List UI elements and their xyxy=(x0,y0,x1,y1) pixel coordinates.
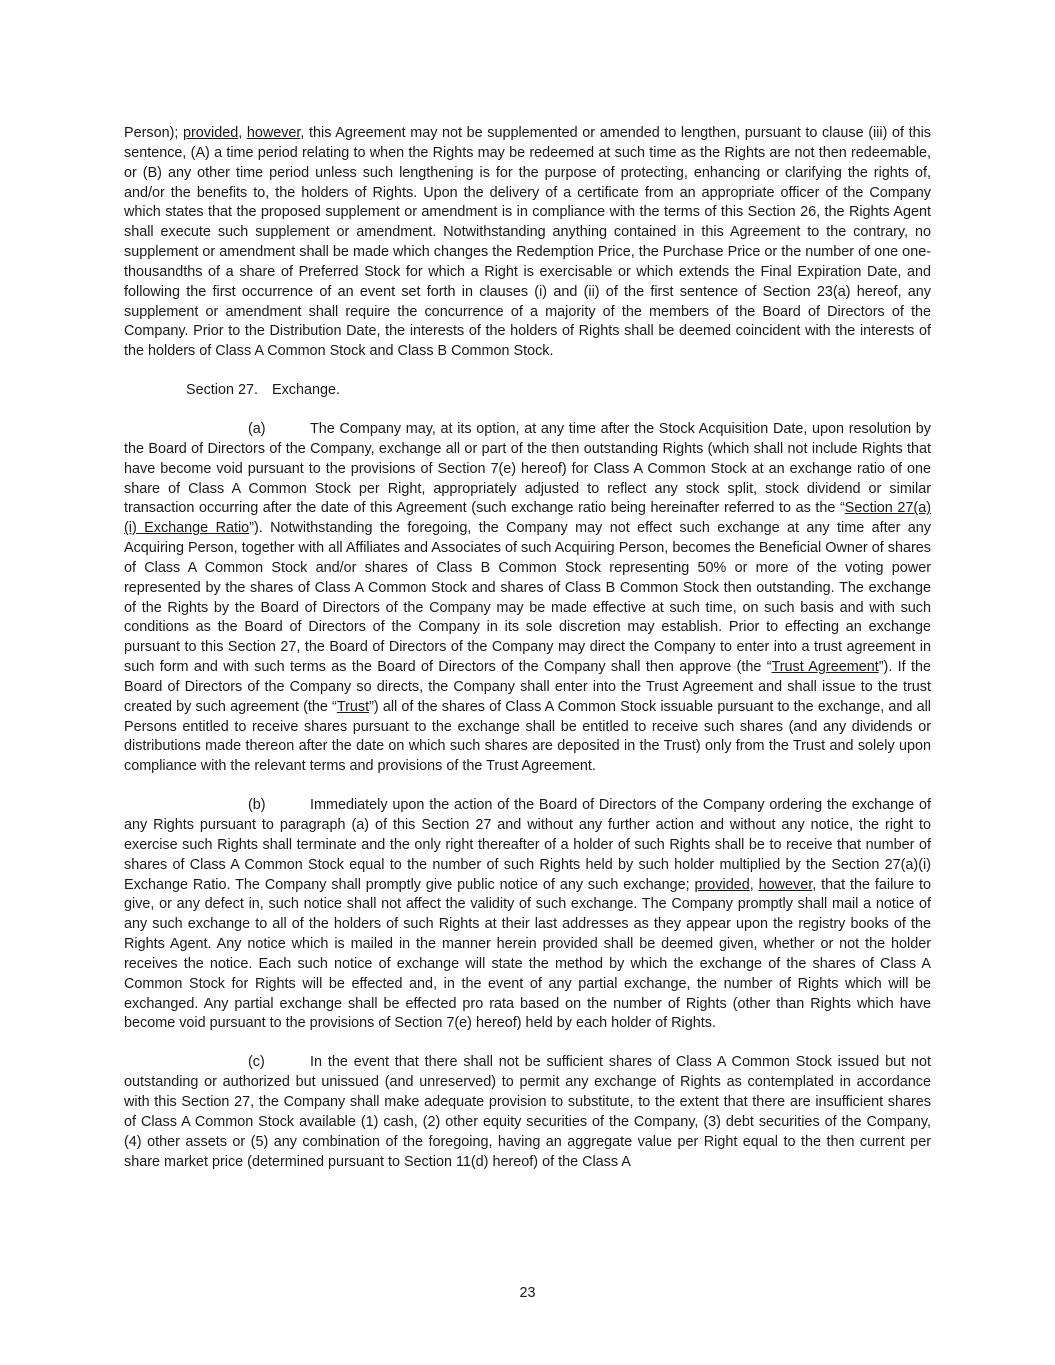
paragraph-a xyxy=(124,420,931,777)
defined-term-trust-agreement: Trust Agreement xyxy=(771,659,879,676)
paragraph-label: (a) xyxy=(248,420,266,437)
section-number: Section 27. xyxy=(186,382,259,399)
paragraph-c xyxy=(124,1053,931,1172)
paragraph-text: Immediately upon the action of the Board of Directors of the Company ordering the exchange of any Rights pursuant to paragraph (a) of this Section 27 and without any further action and without any notice, the right to exercise such Rights shall terminate and the only right thereafter of a holder of such Rights shall be to receive that number of shares of Class A Common Stock equal to the number of such Rights held by such holder multiplied by the Section 27(a)(i) Exchange Ratio. The Company shall promptly give public notice of any such exchange; xyxy=(124,797,931,893)
paragraph-text: , xyxy=(749,876,759,893)
paragraph-text: , xyxy=(238,125,247,141)
defined-term-provided: provided xyxy=(183,125,239,141)
page-number: 23 xyxy=(519,1285,536,1301)
section-heading xyxy=(124,381,931,401)
defined-term-trust: Trust xyxy=(336,698,370,715)
continued-paragraph xyxy=(124,124,931,362)
paragraph-text: ”). Notwithstanding the foregoing, the Company may not effect such exchange at any time after any Acquiring Person, together with all Affiliates and Associates of such Acquiring Person, becomes the Beneficial Owner of shares of Class A Common Stock and/or shares of Class B Common Stock representing 50% or more of the voting power represented by the shares of Class A Common Stock and shares of Class B Common Stock then outstanding. The exchange of the Rights by the Board of Directors of the Company may be made effective at such time, on such basis and with such conditions as the Board of Directors of the Company in its sole discretion may establish. Prior to effecting an exchange pursuant to this Section 27, the Board of Directors of the Company may direct the Company to enter into a trust agreement in such form and with such terms as the Board of Directors of the Company shall then approve (the “ xyxy=(124,520,931,676)
section-title: Exchange. xyxy=(272,382,341,399)
document-body xyxy=(124,124,931,1172)
defined-term-exchange-ratio: Section 27(a)(i) Exchange Ratio xyxy=(124,500,932,537)
defined-term-provided: provided xyxy=(694,876,750,893)
paragraph-text: , that the failure to give, or any defect in, such notice shall not affect the validity of such exchange. The Company promptly shall mail a notice of any such exchange to all of the holders of such Rights at their last addresses as they appear upon the registry books of the Rights Agent. Any notice which is mailed in the manner herein provided shall be deemed given, whether or not the holder receives the notice. Each such notice of exchange will state the method by which the exchange of the shares of Class A Common Stock for Rights will be effected and, in the event of any partial exchange, the number of Rights which will be exchanged. Any partial exchange shall be effected pro rata based on the number of Rights (other than Rights which have become void pursuant to the provisions of Section 7(e) hereof) held by each holder of Rights. xyxy=(124,876,931,1032)
paragraph-text: ”) all of the shares of Class A Common Stock issuable pursuant to the exchange, and all Persons entitled to receive shares pursuant to the exchange shall be entitled to receive such shares (and any dividends or distributions made thereon after the date on which such shares are deposited in the Trust) only from the Trust and solely upon compliance with the relevant terms and provisions of the Trust Agreement. xyxy=(124,698,931,775)
defined-term-however: however xyxy=(246,125,301,141)
paragraph-text: , this Agreement may not be supplemented or amended to lengthen, pursuant to clause (iii) of this sentence, (A) a time period relating to when the Rights may be redeemed at such time as the Rights are not then redeemable, or (B) any other time period unless such lengthening is for the purpose of protecting, enhancing or clarifying the rights of, and/or the benefits to, the holders of Rights. Upon the delivery of a certificate from an appropriate officer of the Company which states that the proposed supplement or amendment is in compliance with the terms of this Section 26, the Rights Agent shall execute such supplement or amendment. Notwithstanding anything contained in this Agreement to the contrary, no supplement or amendment shall be made which changes the Redemption Price, the Purchase Price or the number of one one-thousandths of a share of Preferred Stock for which a Right is exercisable or which extends the Final Expiration Date, and following the first occurrence of an event set forth in clauses (i) and (ii) of the first sentence of Section 23(a) hereof, any supplement or amendment shall require the concurrence of a majority of the members of the Board of Directors of the Company. Prior to the Distribution Date, the interests of the holders of Rights shall be deemed coincident with the interests of the holders of Class A Common Stock and Class B Common Stock. xyxy=(124,125,931,360)
paragraph-b xyxy=(124,796,931,1034)
paragraph-text: The Company may, at its option, at any time after the Stock Acquisition Date, upon resolution by the Board of Directors of the Company, exchange all or part of the then outstanding Rights (which shall not include Rights that have become void pursuant to the provisions of Section 7(e) hereof) for Class A Common Stock at an exchange ratio of one share of Class A Common Stock per Right, appropriately adjusted to reflect any stock split, stock dividend or similar transaction occurring after the date of this Agreement (such exchange ratio being hereinafter referred to as the “ xyxy=(124,420,931,517)
defined-term-however: however xyxy=(758,876,813,893)
paragraph-text: In the event that there shall not be sufficient shares of Class A Common Stock issued but not outstanding or authorized but unissued (and unreserved) to permit any exchange of Rights as contemplated in accordance with this Section 27, the Company shall make adequate provision to substitute, to the extent that there are insufficient shares of Class A Common Stock available (1) cash, (2) other equity securities of the Company, (3) debt securities of the Company, (4) other assets or (5) any combination of the foregoing, having an aggregate value per Right equal to the then current per share market price (determined pursuant to Section 11(d) hereof) of the Class A xyxy=(124,1054,931,1170)
paragraph-text: Person); xyxy=(124,125,183,141)
paragraph-label: (c) xyxy=(248,1054,265,1071)
paragraph-text: ”). If the Board of Directors of the Company so directs, the Company shall enter into the Trust Agreement and shall issue to the trust created by such agreement (the “ xyxy=(124,659,931,715)
paragraph-label: (b) xyxy=(248,797,266,814)
